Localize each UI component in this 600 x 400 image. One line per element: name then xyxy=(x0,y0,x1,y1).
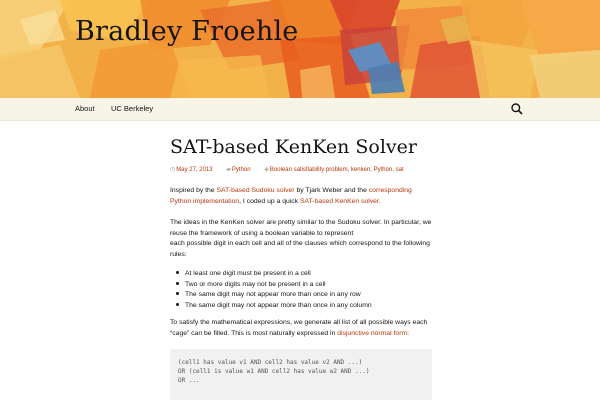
code-line: OR (cell1 is value w1 AND cell2 has value w2 AND ...) xyxy=(178,368,370,375)
kenken-solver-link[interactable]: SAT-based KenKen solver xyxy=(299,197,379,205)
nav-item-about[interactable]: About xyxy=(75,104,95,113)
python-implementation-link[interactable]: corresponding Python implementation xyxy=(170,187,412,205)
code-line: (cell1 has value v1 AND cell2 has value v2 AND ...) xyxy=(178,359,363,366)
list-item: The same digit may not appear more than once in any column xyxy=(176,301,372,312)
list-item: The same digit may not appear more than once in any row xyxy=(176,290,372,301)
main-navigation xyxy=(0,98,600,121)
post-title[interactable]: SAT-based KenKen Solver xyxy=(170,136,417,158)
post-category[interactable]: ▰Python xyxy=(226,167,251,173)
list-item: Two or more digits may not be present in a cell xyxy=(176,280,372,291)
disjunctive-normal-form-link[interactable]: disjunctive normal form xyxy=(337,329,408,337)
code-block xyxy=(170,349,432,400)
nav-item-uc-berkeley[interactable]: UC Berkeley xyxy=(111,104,154,113)
header-background-image xyxy=(0,0,600,98)
post-tags[interactable]: ◈Boolean satisfiability problem, kenken, Python, sat xyxy=(264,167,404,173)
rules-list xyxy=(176,269,372,311)
post-date[interactable]: ◷May 27, 2013 xyxy=(170,167,213,173)
post-meta xyxy=(170,166,416,173)
expressions-paragraph: To satisfy the mathematical expressions, we generate all list of all possible ways each “cage” can be filled. This is most naturally expressed in disjunctive normal form: xyxy=(170,319,428,337)
code-line: OR ... xyxy=(178,377,200,384)
intro-paragraph: Inspired by the SAT-based Sudoku solver by Tjark Weber and the corresponding Python implementation, I coded up a quick SAT-based KenKen solver. xyxy=(170,187,412,205)
ideas-paragraph: The ideas in the KenKen solver are pretty similar to the Sudoku solver. In particular, we reuse the framework of using a boolean variable to represent each possible digit in each cell and all of the clauses which correspond to the following rules: xyxy=(170,219,432,258)
tag-icon: ◈ xyxy=(264,167,269,173)
site-header xyxy=(0,0,600,98)
clock-icon: ◷ xyxy=(170,167,176,173)
list-item: At least one digit must be present in a cell xyxy=(176,269,372,280)
search-icon[interactable] xyxy=(510,102,524,116)
sat-sudoku-solver-link[interactable]: SAT-based Sudoku solver xyxy=(216,187,295,194)
site-title[interactable]: Bradley Froehle xyxy=(75,16,299,47)
folder-icon: ▰ xyxy=(226,167,231,173)
